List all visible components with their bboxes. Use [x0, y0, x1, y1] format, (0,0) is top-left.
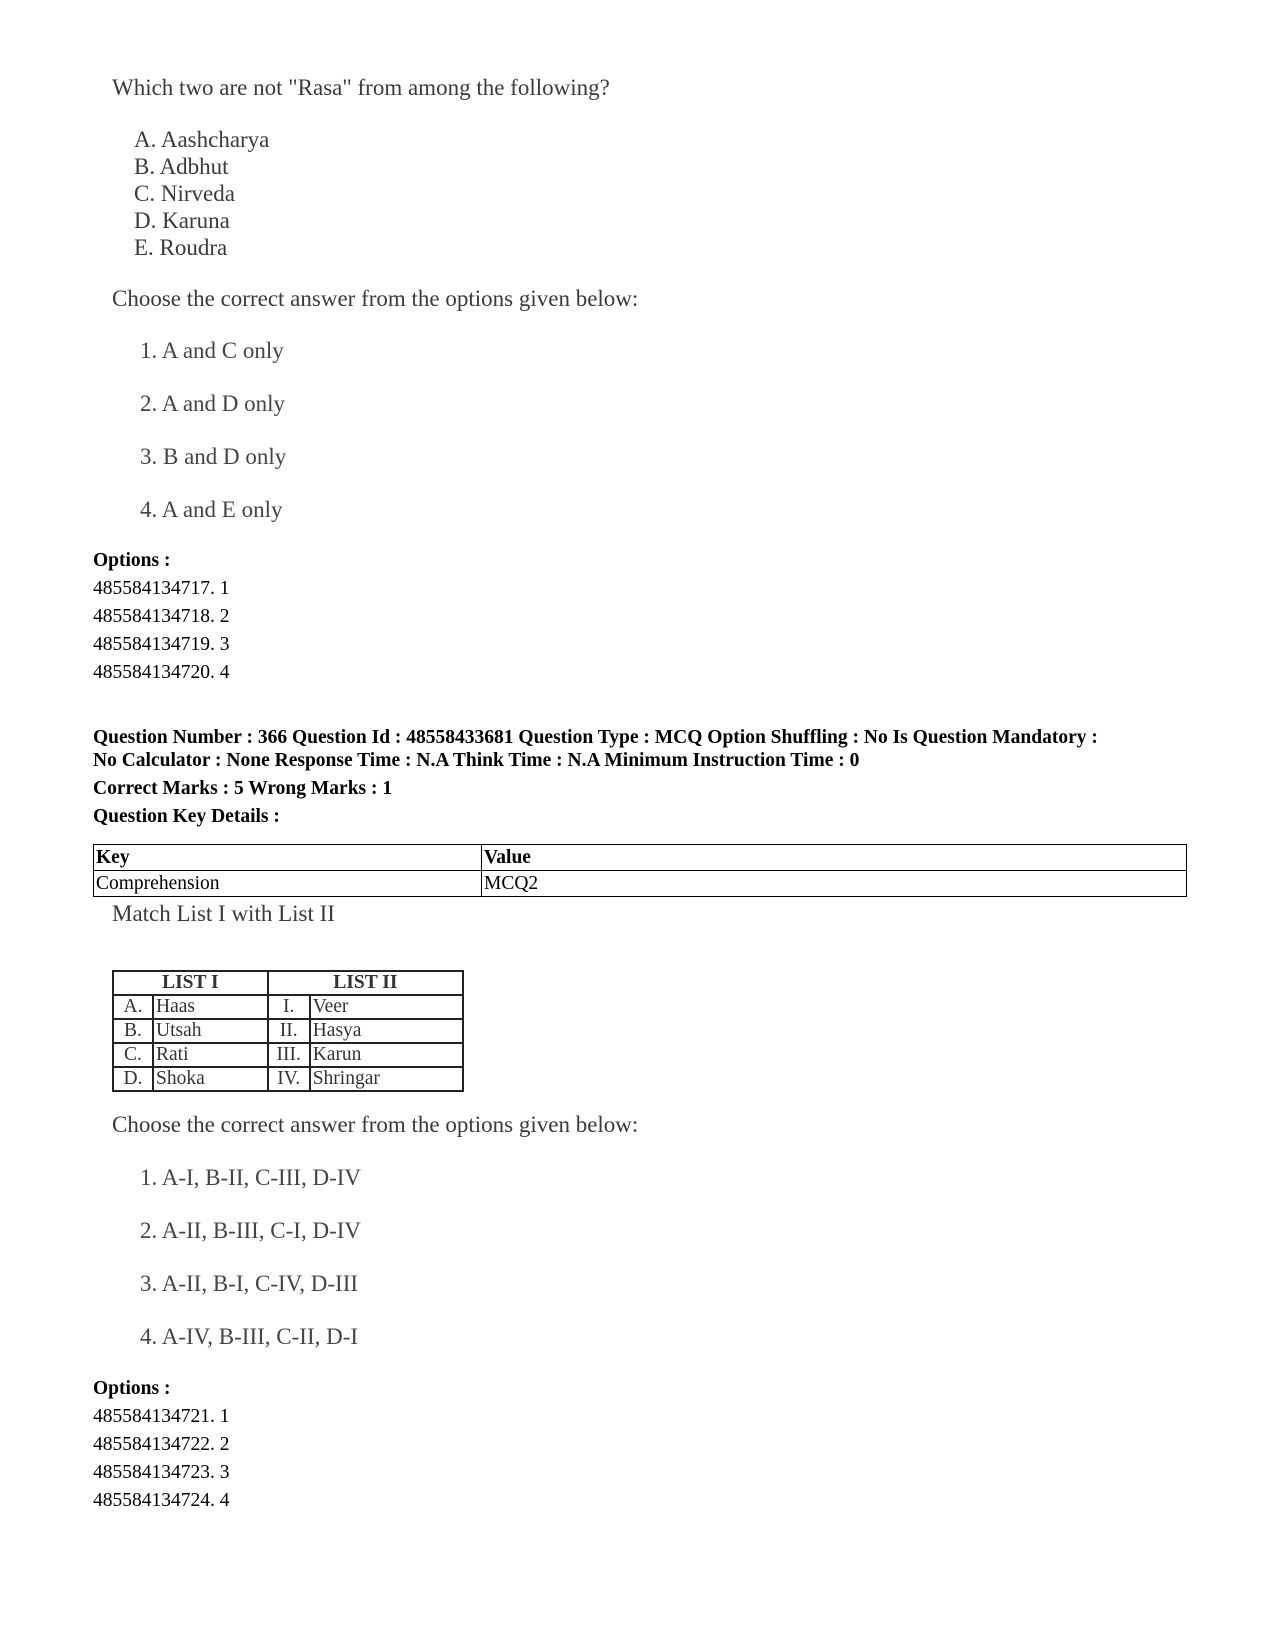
options-heading: Options : — [93, 550, 171, 571]
list-one-label: A. — [113, 995, 153, 1019]
table-row — [113, 1067, 463, 1091]
list-two-label: IV. — [268, 1067, 310, 1091]
answer-choice: 2. A-II, B-III, C-I, D-IV — [140, 1218, 361, 1243]
options-heading: Options : — [93, 1378, 171, 1399]
answer-choice: 3. B and D only — [140, 444, 287, 469]
list-two-label: III. — [268, 1043, 310, 1067]
match-list-table — [112, 970, 464, 1092]
table-row — [113, 1043, 463, 1067]
statement-item: C. Nirveda — [134, 181, 235, 206]
answer-choice: 4. A and E only — [140, 497, 283, 522]
list-two-label: II. — [268, 1019, 310, 1043]
table-row — [113, 995, 463, 1019]
answer-choice: 3. A-II, B-I, C-IV, D-III — [140, 1271, 359, 1296]
statement-item: E. Roudra — [134, 235, 228, 260]
option-id: 485584134721. 1 — [93, 1406, 230, 1427]
option-id: 485584134720. 4 — [93, 662, 230, 683]
option-id: 485584134717. 1 — [93, 578, 230, 599]
list-one-label: B. — [113, 1019, 153, 1043]
list-two-value: Shringar — [310, 1067, 463, 1091]
question-text: Which two are not "Rasa" from among the following? — [112, 75, 610, 100]
key-details-table — [93, 844, 1187, 897]
list-two-value: Veer — [310, 995, 463, 1019]
value-header: Value — [482, 845, 1187, 871]
instruction-text: Choose the correct answer from the options given below: — [112, 286, 639, 311]
list-two-header: LIST II — [268, 971, 463, 995]
key-cell: Comprehension — [94, 871, 482, 897]
list-one-header: LIST I — [113, 971, 268, 995]
list-one-label: D. — [113, 1067, 153, 1091]
statement-item: B. Adbhut — [134, 154, 229, 179]
statement-item: D. Karuna — [134, 208, 230, 233]
instruction-text: Choose the correct answer from the options given below: — [112, 1112, 639, 1137]
question-meta-line2: No Calculator : None Response Time : N.A Think Time : N.A Minimum Instruction Time : 0 — [93, 750, 860, 771]
answer-choice: 1. A-I, B-II, C-III, D-IV — [140, 1165, 361, 1190]
key-details-heading: Question Key Details : — [93, 806, 280, 827]
list-one-value: Utsah — [153, 1019, 268, 1043]
list-one-value: Rati — [153, 1043, 268, 1067]
option-id: 485584134719. 3 — [93, 634, 230, 655]
list-one-value: Haas — [153, 995, 268, 1019]
statement-item: A. Aashcharya — [134, 127, 270, 152]
option-id: 485584134723. 3 — [93, 1462, 230, 1483]
list-two-value: Karun — [310, 1043, 463, 1067]
match-table-header — [113, 971, 463, 995]
answer-choice: 4. A-IV, B-III, C-II, D-I — [140, 1324, 359, 1349]
list-one-value: Shoka — [153, 1067, 268, 1091]
answer-choice: 2. A and D only — [140, 391, 286, 416]
key-table-header — [94, 845, 1187, 871]
table-row — [113, 1019, 463, 1043]
answer-choice: 1. A and C only — [140, 338, 284, 363]
list-one-label: C. — [113, 1043, 153, 1067]
option-id: 485584134724. 4 — [93, 1490, 230, 1511]
list-two-value: Hasya — [310, 1019, 463, 1043]
question-meta-line1: Question Number : 366 Question Id : 48558433681 Question Type : MCQ Option Shuffling : No Is Question Mandatory : — [93, 727, 1098, 748]
question-text: Match List I with List II — [112, 901, 335, 926]
key-header: Key — [94, 845, 482, 871]
table-row — [94, 871, 1187, 897]
marks-line: Correct Marks : 5 Wrong Marks : 1 — [93, 778, 393, 799]
option-id: 485584134722. 2 — [93, 1434, 230, 1455]
list-two-label: I. — [268, 995, 310, 1019]
option-id: 485584134718. 2 — [93, 606, 230, 627]
value-cell: MCQ2 — [482, 871, 1187, 897]
statement-list — [134, 126, 269, 261]
